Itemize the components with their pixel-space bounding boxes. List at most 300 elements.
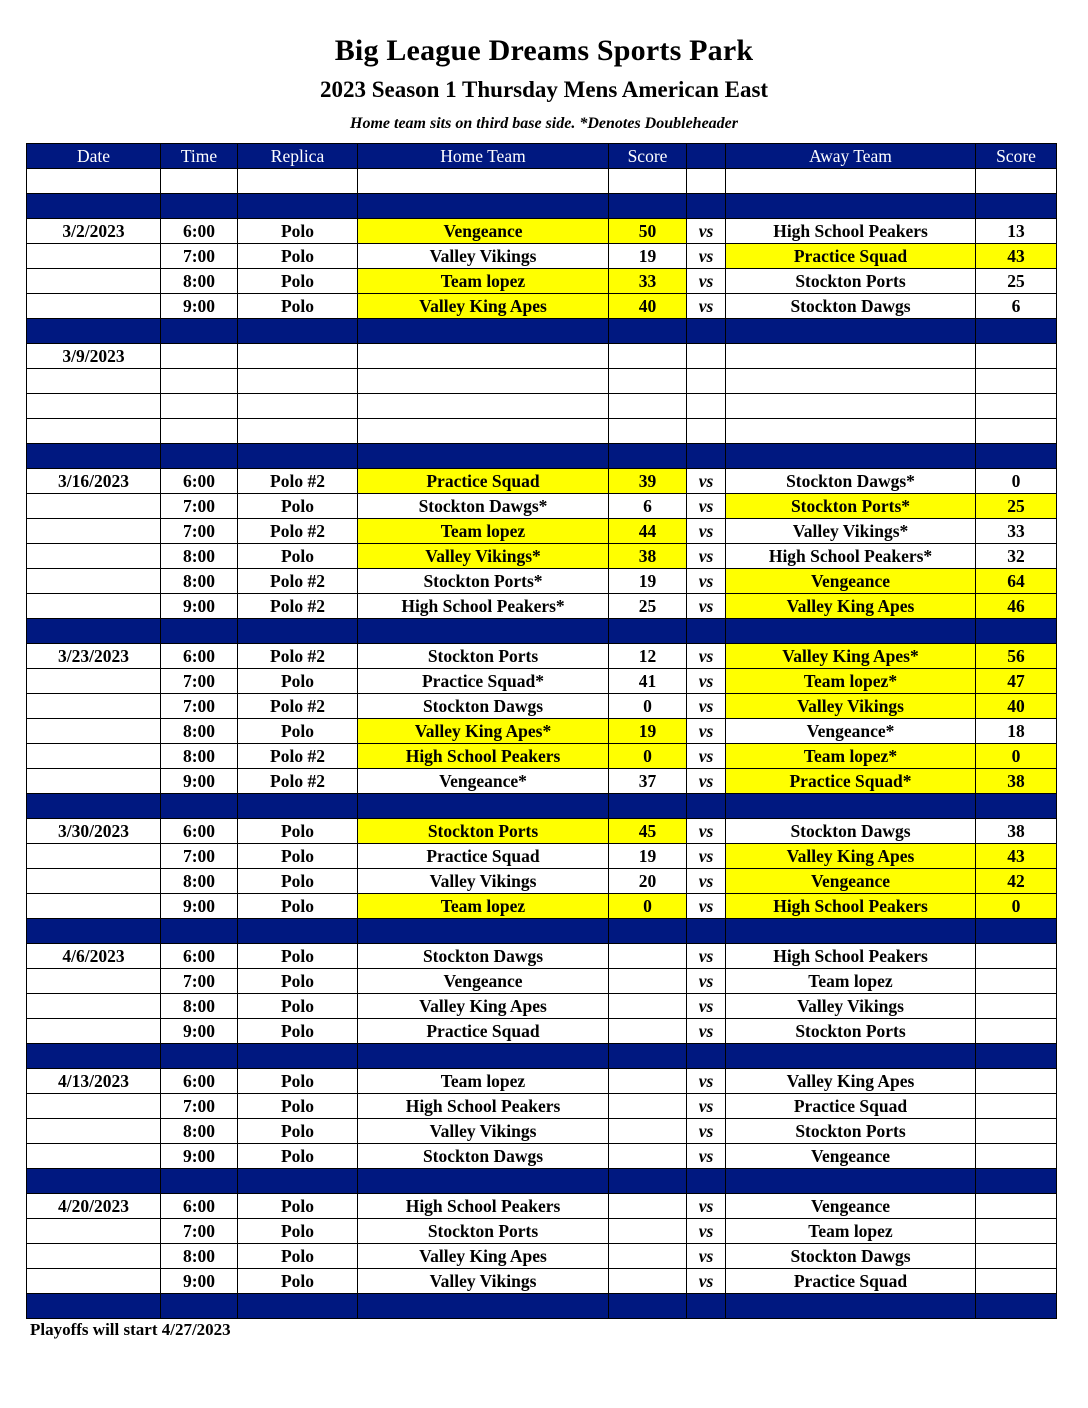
- home-team-cell: Vengeance*: [358, 769, 609, 794]
- date-cell: [27, 869, 161, 894]
- vs-cell: vs: [687, 969, 726, 994]
- replica-field-cell: Polo: [238, 969, 358, 994]
- separator-cell: [726, 919, 976, 944]
- time-cell: 8:00: [161, 869, 238, 894]
- home-score-cell: 40: [609, 294, 687, 319]
- separator-cell: [358, 319, 609, 344]
- separator-row: [27, 794, 1057, 819]
- away-team-cell: Team lopez*: [726, 744, 976, 769]
- separator-cell: [726, 619, 976, 644]
- away-score-cell: 25: [976, 494, 1057, 519]
- column-header-date: Date: [27, 144, 161, 169]
- replica-field-cell: Polo: [238, 1194, 358, 1219]
- empty-cell: [726, 344, 976, 369]
- away-score-cell: 0: [976, 894, 1057, 919]
- home-score-cell: [609, 1244, 687, 1269]
- home-team-cell: Practice Squad: [358, 1019, 609, 1044]
- replica-field-cell: Polo: [238, 1094, 358, 1119]
- home-score-cell: 38: [609, 544, 687, 569]
- vs-cell: vs: [687, 994, 726, 1019]
- home-team-cell: Practice Squad*: [358, 669, 609, 694]
- separator-cell: [976, 1294, 1057, 1319]
- separator-cell: [358, 794, 609, 819]
- separator-row: [27, 1169, 1057, 1194]
- home-score-cell: [609, 1194, 687, 1219]
- vs-cell: vs: [687, 894, 726, 919]
- time-cell: 7:00: [161, 694, 238, 719]
- game-row: [27, 1269, 1057, 1294]
- empty-cell: [358, 369, 609, 394]
- home-score-cell: 19: [609, 569, 687, 594]
- vs-cell: vs: [687, 819, 726, 844]
- empty-cell: [238, 419, 358, 444]
- date-cell: 4/6/2023: [27, 944, 161, 969]
- away-score-cell: 47: [976, 669, 1057, 694]
- game-row: [27, 1069, 1057, 1094]
- separator-cell: [358, 444, 609, 469]
- game-row: [27, 294, 1057, 319]
- away-score-cell: 46: [976, 594, 1057, 619]
- date-cell: [27, 1019, 161, 1044]
- away-team-cell: Team lopez: [726, 969, 976, 994]
- vs-cell: vs: [687, 244, 726, 269]
- away-team-cell: Stockton Ports*: [726, 494, 976, 519]
- home-score-cell: 37: [609, 769, 687, 794]
- home-score-cell: [609, 969, 687, 994]
- separator-cell: [976, 194, 1057, 219]
- replica-field-cell: Polo: [238, 1019, 358, 1044]
- time-cell: 8:00: [161, 1244, 238, 1269]
- date-cell: [27, 244, 161, 269]
- home-team-cell: Team lopez: [358, 894, 609, 919]
- replica-field-cell: Polo #2: [238, 769, 358, 794]
- separator-cell: [687, 444, 726, 469]
- home-score-cell: 0: [609, 744, 687, 769]
- separator-cell: [358, 919, 609, 944]
- empty-cell: [726, 394, 976, 419]
- date-cell: [27, 894, 161, 919]
- separator-cell: [161, 319, 238, 344]
- home-score-cell: 50: [609, 219, 687, 244]
- home-score-cell: [609, 1219, 687, 1244]
- home-team-cell: Stockton Ports: [358, 819, 609, 844]
- time-cell: 7:00: [161, 669, 238, 694]
- home-team-cell: Stockton Dawgs: [358, 1144, 609, 1169]
- home-score-cell: 33: [609, 269, 687, 294]
- column-header-replica: Replica: [238, 144, 358, 169]
- empty-cell: [238, 394, 358, 419]
- empty-cell: [726, 419, 976, 444]
- home-team-cell: Valley Vikings: [358, 1119, 609, 1144]
- home-team-cell: Stockton Dawgs: [358, 944, 609, 969]
- game-row: [27, 519, 1057, 544]
- empty-cell: [238, 169, 358, 194]
- time-cell: 8:00: [161, 544, 238, 569]
- separator-cell: [358, 1044, 609, 1069]
- vs-cell: vs: [687, 494, 726, 519]
- game-row: [27, 544, 1057, 569]
- empty-cell: [238, 369, 358, 394]
- empty-cell: [27, 419, 161, 444]
- date-cell: 3/16/2023: [27, 469, 161, 494]
- column-header-away-score: Score: [976, 144, 1057, 169]
- replica-field-cell: Polo #2: [238, 694, 358, 719]
- date-cell: [27, 969, 161, 994]
- page-note: Home team sits on third base side. *Denotes Doubleheader: [350, 115, 738, 132]
- home-team-cell: Valley King Apes*: [358, 719, 609, 744]
- time-cell: 7:00: [161, 519, 238, 544]
- home-team-cell: High School Peakers: [358, 1094, 609, 1119]
- separator-cell: [238, 1044, 358, 1069]
- time-cell: 7:00: [161, 244, 238, 269]
- away-score-cell: 38: [976, 819, 1057, 844]
- time-cell: 9:00: [161, 1144, 238, 1169]
- game-row: [27, 644, 1057, 669]
- playoffs-note: Playoffs will start 4/27/2023: [30, 1320, 231, 1339]
- vs-cell: vs: [687, 694, 726, 719]
- home-score-cell: 44: [609, 519, 687, 544]
- vs-cell: vs: [687, 469, 726, 494]
- game-row: [27, 469, 1057, 494]
- empty-cell: [358, 394, 609, 419]
- home-score-cell: [609, 994, 687, 1019]
- away-team-cell: Stockton Dawgs: [726, 1244, 976, 1269]
- page-title: Big League Dreams Sports Park: [334, 34, 754, 67]
- home-score-cell: [609, 1144, 687, 1169]
- replica-field-cell: Polo: [238, 1244, 358, 1269]
- separator-row: [27, 444, 1057, 469]
- home-team-cell: Valley King Apes: [358, 1244, 609, 1269]
- away-score-cell: 0: [976, 469, 1057, 494]
- home-score-cell: 6: [609, 494, 687, 519]
- away-score-cell: 18: [976, 719, 1057, 744]
- away-team-cell: Vengeance*: [726, 719, 976, 744]
- empty-cell: [161, 419, 238, 444]
- game-row: [27, 719, 1057, 744]
- empty-cell: [238, 344, 358, 369]
- separator-cell: [687, 319, 726, 344]
- home-score-cell: 41: [609, 669, 687, 694]
- time-cell: 9:00: [161, 1019, 238, 1044]
- home-team-cell: Vengeance: [358, 219, 609, 244]
- vs-cell: vs: [687, 1019, 726, 1044]
- home-score-cell: 25: [609, 594, 687, 619]
- away-team-cell: Valley Vikings*: [726, 519, 976, 544]
- home-team-cell: Stockton Dawgs*: [358, 494, 609, 519]
- time-cell: 7:00: [161, 844, 238, 869]
- separator-cell: [27, 194, 161, 219]
- home-score-cell: 20: [609, 869, 687, 894]
- replica-field-cell: Polo: [238, 244, 358, 269]
- separator-cell: [238, 194, 358, 219]
- separator-cell: [27, 1044, 161, 1069]
- separator-cell: [238, 444, 358, 469]
- separator-cell: [609, 1294, 687, 1319]
- away-team-cell: Valley King Apes: [726, 594, 976, 619]
- column-header-away-team: Away Team: [726, 144, 976, 169]
- separator-cell: [976, 794, 1057, 819]
- time-cell: 7:00: [161, 494, 238, 519]
- time-cell: 6:00: [161, 819, 238, 844]
- separator-cell: [238, 319, 358, 344]
- separator-cell: [27, 444, 161, 469]
- date-cell: [27, 1119, 161, 1144]
- away-team-cell: Vengeance: [726, 1194, 976, 1219]
- game-row: [27, 894, 1057, 919]
- away-team-cell: Stockton Ports: [726, 1019, 976, 1044]
- table-header-row: [27, 144, 1057, 169]
- home-score-cell: [609, 1019, 687, 1044]
- home-team-cell: Valley King Apes: [358, 994, 609, 1019]
- date-cell: 3/2/2023: [27, 219, 161, 244]
- game-row: [27, 844, 1057, 869]
- separator-cell: [238, 794, 358, 819]
- time-cell: 6:00: [161, 1069, 238, 1094]
- away-score-cell: [976, 1069, 1057, 1094]
- vs-cell: vs: [687, 869, 726, 894]
- separator-cell: [238, 1294, 358, 1319]
- game-row: [27, 1094, 1057, 1119]
- time-cell: 6:00: [161, 1194, 238, 1219]
- game-row: [27, 869, 1057, 894]
- separator-cell: [609, 1044, 687, 1069]
- away-team-cell: Practice Squad: [726, 1269, 976, 1294]
- separator-cell: [726, 319, 976, 344]
- separator-cell: [358, 1169, 609, 1194]
- time-cell: 8:00: [161, 269, 238, 294]
- vs-cell: vs: [687, 1119, 726, 1144]
- away-team-cell: Team lopez: [726, 1219, 976, 1244]
- date-cell: [27, 1219, 161, 1244]
- home-score-cell: [609, 1119, 687, 1144]
- time-cell: 9:00: [161, 594, 238, 619]
- vs-cell: vs: [687, 1269, 726, 1294]
- separator-row: [27, 919, 1057, 944]
- vs-cell: vs: [687, 294, 726, 319]
- replica-field-cell: Polo #2: [238, 569, 358, 594]
- home-team-cell: High School Peakers: [358, 1194, 609, 1219]
- date-cell: [27, 994, 161, 1019]
- vs-cell: vs: [687, 1094, 726, 1119]
- away-team-cell: Valley King Apes: [726, 1069, 976, 1094]
- date-cell: [27, 544, 161, 569]
- separator-cell: [161, 919, 238, 944]
- time-cell: 8:00: [161, 719, 238, 744]
- separator-cell: [976, 919, 1057, 944]
- replica-field-cell: Polo: [238, 1269, 358, 1294]
- replica-field-cell: Polo: [238, 719, 358, 744]
- game-row: [27, 1194, 1057, 1219]
- separator-cell: [161, 794, 238, 819]
- away-team-cell: Valley King Apes*: [726, 644, 976, 669]
- game-row: [27, 994, 1057, 1019]
- away-team-cell: High School Peakers: [726, 944, 976, 969]
- replica-field-cell: Polo: [238, 944, 358, 969]
- away-score-cell: [976, 1269, 1057, 1294]
- away-team-cell: Stockton Ports: [726, 1119, 976, 1144]
- date-cell: [27, 744, 161, 769]
- page-subtitle: 2023 Season 1 Thursday Mens American East: [319, 77, 769, 102]
- empty-cell: [27, 169, 161, 194]
- date-cell: 3/23/2023: [27, 644, 161, 669]
- separator-cell: [609, 1169, 687, 1194]
- home-team-cell: Valley Vikings: [358, 1269, 609, 1294]
- away-team-cell: Team lopez*: [726, 669, 976, 694]
- game-row: [27, 694, 1057, 719]
- date-cell: [27, 694, 161, 719]
- replica-field-cell: Polo: [238, 294, 358, 319]
- separator-cell: [27, 794, 161, 819]
- replica-field-cell: Polo: [238, 269, 358, 294]
- separator-cell: [27, 619, 161, 644]
- away-team-cell: Vengeance: [726, 1144, 976, 1169]
- home-score-cell: [609, 1094, 687, 1119]
- vs-cell: vs: [687, 594, 726, 619]
- vs-cell: vs: [687, 269, 726, 294]
- away-score-cell: 0: [976, 744, 1057, 769]
- separator-cell: [609, 194, 687, 219]
- away-team-cell: High School Peakers: [726, 894, 976, 919]
- empty-cell: [609, 394, 687, 419]
- home-team-cell: High School Peakers*: [358, 594, 609, 619]
- home-score-cell: 19: [609, 844, 687, 869]
- separator-row: [27, 619, 1057, 644]
- empty-cell: [161, 369, 238, 394]
- game-row: [27, 244, 1057, 269]
- game-row: [27, 219, 1057, 244]
- away-score-cell: 43: [976, 244, 1057, 269]
- time-cell: 9:00: [161, 1269, 238, 1294]
- empty-cell: [161, 394, 238, 419]
- separator-cell: [609, 444, 687, 469]
- away-score-cell: 13: [976, 219, 1057, 244]
- time-cell: 6:00: [161, 944, 238, 969]
- vs-cell: vs: [687, 1219, 726, 1244]
- home-score-cell: 19: [609, 244, 687, 269]
- vs-cell: vs: [687, 719, 726, 744]
- empty-cell: [687, 394, 726, 419]
- date-cell: [27, 844, 161, 869]
- replica-field-cell: Polo: [238, 1119, 358, 1144]
- away-score-cell: [976, 1244, 1057, 1269]
- empty-cell: [27, 394, 161, 419]
- vs-cell: vs: [687, 219, 726, 244]
- home-team-cell: Team lopez: [358, 519, 609, 544]
- vs-cell: vs: [687, 519, 726, 544]
- home-team-cell: Valley Vikings: [358, 869, 609, 894]
- date-cell: [27, 1269, 161, 1294]
- away-score-cell: 33: [976, 519, 1057, 544]
- blank-row: [27, 394, 1057, 419]
- replica-field-cell: Polo: [238, 1144, 358, 1169]
- away-score-cell: [976, 1094, 1057, 1119]
- game-row: [27, 669, 1057, 694]
- empty-cell: [609, 369, 687, 394]
- away-score-cell: 43: [976, 844, 1057, 869]
- separator-cell: [27, 919, 161, 944]
- replica-field-cell: Polo #2: [238, 644, 358, 669]
- separator-cell: [687, 619, 726, 644]
- replica-field-cell: Polo #2: [238, 744, 358, 769]
- home-team-cell: Valley Vikings*: [358, 544, 609, 569]
- game-row: [27, 744, 1057, 769]
- date-cell: [27, 594, 161, 619]
- separator-cell: [161, 194, 238, 219]
- away-team-cell: Vengeance: [726, 569, 976, 594]
- home-team-cell: Practice Squad: [358, 469, 609, 494]
- separator-cell: [687, 794, 726, 819]
- replica-field-cell: Polo: [238, 819, 358, 844]
- vs-cell: vs: [687, 1194, 726, 1219]
- separator-cell: [161, 1169, 238, 1194]
- date-cell: 4/20/2023: [27, 1194, 161, 1219]
- separator-cell: [161, 444, 238, 469]
- away-score-cell: 6: [976, 294, 1057, 319]
- game-row: [27, 569, 1057, 594]
- separator-cell: [609, 794, 687, 819]
- home-score-cell: 12: [609, 644, 687, 669]
- away-team-cell: Practice Squad: [726, 244, 976, 269]
- replica-field-cell: Polo: [238, 1219, 358, 1244]
- separator-cell: [726, 1044, 976, 1069]
- date-cell: [27, 1244, 161, 1269]
- time-cell: 8:00: [161, 1119, 238, 1144]
- away-score-cell: [976, 1119, 1057, 1144]
- date-cell: [27, 494, 161, 519]
- separator-cell: [687, 919, 726, 944]
- replica-field-cell: Polo #2: [238, 594, 358, 619]
- separator-cell: [687, 1169, 726, 1194]
- separator-cell: [726, 444, 976, 469]
- game-row: [27, 1119, 1057, 1144]
- separator-cell: [687, 1294, 726, 1319]
- home-team-cell: Stockton Ports*: [358, 569, 609, 594]
- away-score-cell: [976, 1194, 1057, 1219]
- game-row: [27, 819, 1057, 844]
- away-score-cell: 25: [976, 269, 1057, 294]
- away-score-cell: [976, 969, 1057, 994]
- separator-row: [27, 1294, 1057, 1319]
- replica-field-cell: Polo: [238, 994, 358, 1019]
- time-cell: 9:00: [161, 294, 238, 319]
- vs-cell: vs: [687, 844, 726, 869]
- separator-row: [27, 194, 1057, 219]
- replica-field-cell: Polo: [238, 669, 358, 694]
- date-cell: 4/13/2023: [27, 1069, 161, 1094]
- away-score-cell: [976, 1019, 1057, 1044]
- separator-cell: [358, 619, 609, 644]
- empty-cell: [27, 369, 161, 394]
- date-cell: [27, 769, 161, 794]
- date-cell: [27, 294, 161, 319]
- replica-field-cell: Polo #2: [238, 469, 358, 494]
- game-row: [27, 1244, 1057, 1269]
- empty-cell: [976, 369, 1057, 394]
- vs-cell: vs: [687, 544, 726, 569]
- date-cell: [27, 669, 161, 694]
- home-team-cell: Valley Vikings: [358, 244, 609, 269]
- game-row: [27, 594, 1057, 619]
- replica-field-cell: Polo: [238, 1069, 358, 1094]
- vs-cell: vs: [687, 1144, 726, 1169]
- empty-cell: [161, 344, 238, 369]
- time-cell: 9:00: [161, 769, 238, 794]
- separator-cell: [27, 1169, 161, 1194]
- separator-cell: [609, 919, 687, 944]
- schedule-table: [26, 143, 1057, 1319]
- home-score-cell: 19: [609, 719, 687, 744]
- home-score-cell: 45: [609, 819, 687, 844]
